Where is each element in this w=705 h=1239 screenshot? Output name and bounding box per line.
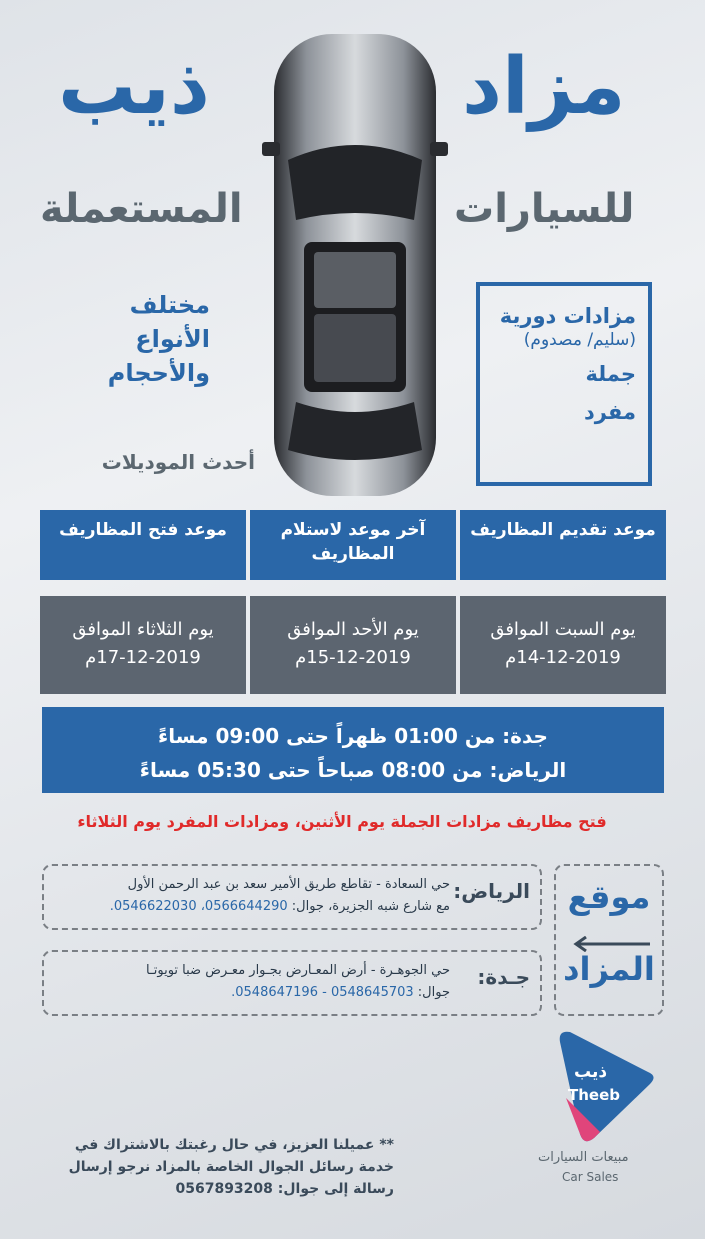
latest-models-text: أحدث الموديلات — [101, 450, 255, 474]
title-word-theeb: ذيب — [58, 42, 210, 132]
riyadh-hours: الرياض: من 08:00 صباحاً حتى 05:30 مساءً — [139, 758, 567, 782]
last-date-value: 15-12-2019م — [295, 647, 411, 668]
wholesale-text: جملة — [585, 362, 636, 386]
last-date-box — [250, 596, 456, 694]
open-date-day: يوم الثلاثاء الموافق — [72, 619, 214, 640]
open-date-box — [40, 596, 246, 694]
submit-envelopes-header-text: موعد تقديم المظاريف — [470, 520, 656, 540]
logo-text-english: Theeb — [568, 1086, 620, 1104]
working-hours-box — [42, 707, 664, 793]
car-sales-arabic: مبيعات السيارات — [538, 1150, 629, 1165]
jeddah-label: جـدة: — [477, 965, 530, 989]
auction-types-box — [476, 282, 652, 486]
open-envelopes-header-text: موعد فتح المظاريف — [59, 520, 227, 540]
arrow-left-icon — [572, 936, 650, 952]
location-word: موقع — [567, 878, 651, 916]
submit-date-value: 14-12-2019م — [505, 647, 621, 668]
features-line-1: مختلف — [129, 291, 210, 319]
single-text: مفرد — [584, 400, 636, 424]
submit-date-box — [460, 596, 666, 694]
condition-text: (سليم/ مصدوم) — [523, 330, 636, 350]
submit-envelopes-header — [460, 510, 666, 580]
car-image — [262, 30, 448, 500]
logo-text-arabic: ذيب — [574, 1062, 608, 1082]
footnote-line-3: رسالة إلى جوال: 0567893208 — [175, 1181, 394, 1197]
subtitle-used: المستعملة — [40, 186, 243, 232]
features-line-2: الأنواع — [135, 325, 210, 353]
auction-word: المزاد — [563, 950, 655, 988]
submit-date-day: يوم السبت الموافق — [490, 619, 636, 640]
jeddah-address-box — [42, 950, 542, 1016]
subtitle-cars: للسيارات — [454, 186, 635, 232]
title-word-mazad: مزاد — [462, 42, 626, 132]
features-text — [60, 288, 210, 390]
riyadh-contact-prefix: مع شارع شبه الجزيرة، جوال: — [291, 899, 450, 914]
last-date-day: يوم الأحد الموافق — [287, 619, 419, 640]
sms-subscription-note — [42, 1134, 394, 1200]
jeddah-contact-prefix: جوال: — [417, 985, 450, 1000]
footnote-line-2: خدمة رسائل الجوال الخاصة بالمزاد نرجو إرسال — [68, 1159, 394, 1175]
jeddah-address-line: حي الجوهـرة - أرض المعـارض بجـوار معـرض ضبا تويوتـا — [145, 963, 450, 978]
opening-note: فتح مظاريف مزادات الجملة يوم الأثنين، ومزادات المفرد يوم الثلاثاء — [77, 812, 607, 831]
open-envelopes-header — [40, 510, 246, 580]
jeddah-contact-line — [54, 982, 450, 1004]
periodic-auctions: مزادات دورية — [499, 304, 636, 328]
car-sales-english: Car Sales — [562, 1170, 619, 1184]
last-receive-header — [250, 510, 456, 580]
auction-location-box — [554, 864, 664, 1016]
riyadh-address-line: حي السعادة - تقاطع طريق الأمير سعد بن عبد الرحمن الأول — [127, 877, 450, 892]
riyadh-address-box — [42, 864, 542, 930]
open-date-value: 17-12-2019م — [85, 647, 201, 668]
jeddah-phones: 0548645703 - 0548647196. — [231, 985, 414, 1000]
jeddah-hours: جدة: من 01:00 ظهراً حتى 09:00 مساءً — [158, 724, 548, 748]
riyadh-label: الرياض: — [453, 879, 530, 903]
footnote-line-1: ** عميلنا العزيز، في حال رغبتك بالاشتراك في — [74, 1137, 394, 1153]
riyadh-phones: 0566644290، 0546622030. — [109, 899, 288, 914]
last-receive-header-text: آخر موعد لاستلام المظاريف — [280, 520, 426, 564]
riyadh-contact-line — [54, 896, 450, 918]
features-line-3: والأحجام — [107, 359, 210, 387]
